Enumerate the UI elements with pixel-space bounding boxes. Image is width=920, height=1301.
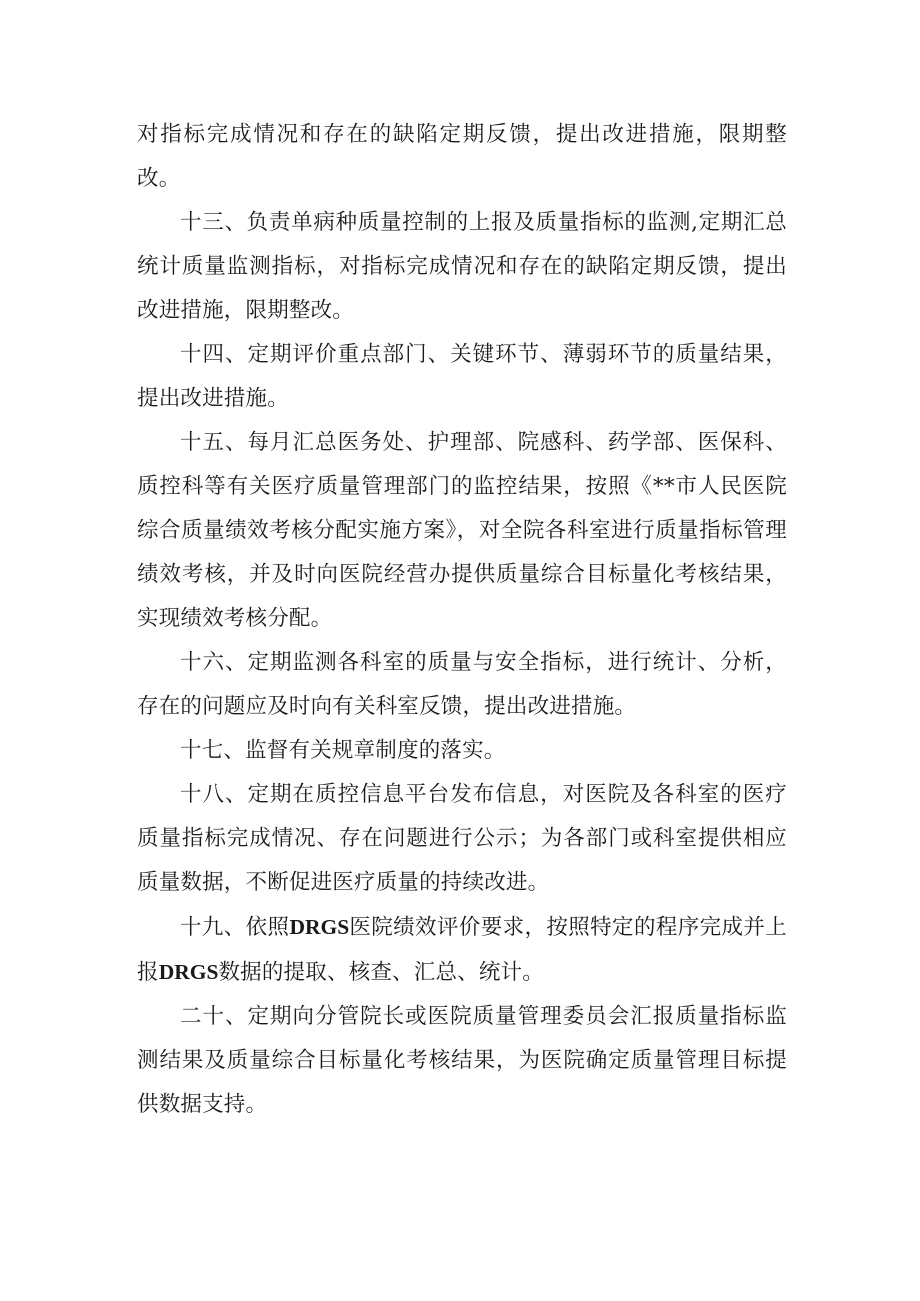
paragraph-item-16: 十六、定期监测各科室的质量与安全指标，进行统计、分析，存在的问题应及时向有关科室反馈，提出改进措施。 bbox=[137, 650, 787, 719]
paragraph-continuation: 对指标完成情况和存在的缺陷定期反馈，提出改进措施，限期整改。 bbox=[137, 122, 787, 191]
paragraph-item-13: 十三、负责单病种质量控制的上报及质量指标的监测,定期汇总统计质量监测指标，对指标完成情况和存在的缺陷定期反馈，提出改进措施，限期整改。 bbox=[137, 210, 787, 323]
paragraph-item-18: 十八、定期在质控信息平台发布信息，对医院及各科室的医疗质量指标完成情况、存在问题进行公示；为各部门或科室提供相应质量数据，不断促进医疗质量的持续改进。 bbox=[137, 782, 787, 895]
paragraph-item-20: 二十、定期向分管院长或医院质量管理委员会汇报质量指标监测结果及质量综合目标量化考核结果，为医院确定质量管理目标提供数据支持。 bbox=[137, 1004, 787, 1117]
drgs-term-2: DRGS bbox=[158, 960, 219, 984]
paragraph-item-17: 十七、监督有关规章制度的落实。 bbox=[180, 738, 506, 763]
paragraph-item-19-segment-3: 数据的提取、核查、汇总、统计。 bbox=[218, 960, 544, 985]
paragraph-item-15: 十五、每月汇总医务处、护理部、院感科、药学部、医保科、质控科等有关医疗质量管理部门的监控结果，按照《**市人民医院综合质量绩效考核分配实施方案》，对全院各科室进行质量指标管理绩效考核，并及时向医院经营办提供质量综合目标量化考核结果，实现绩效考核分配。 bbox=[137, 430, 787, 631]
paragraph-item-14: 十四、定期评价重点部门、关键环节、薄弱环节的质量结果，提出改进措施。 bbox=[137, 342, 787, 411]
paragraph-item-19 bbox=[137, 905, 787, 995]
paragraph-item-19-segment-1: 十九、依照 bbox=[180, 915, 290, 940]
drgs-term-1: DRGS bbox=[289, 915, 350, 939]
paragraph-item-19-segment-2: 医院绩效评价要求，按照特定的程序完成并上报 bbox=[137, 915, 787, 985]
document-body bbox=[137, 113, 787, 1127]
